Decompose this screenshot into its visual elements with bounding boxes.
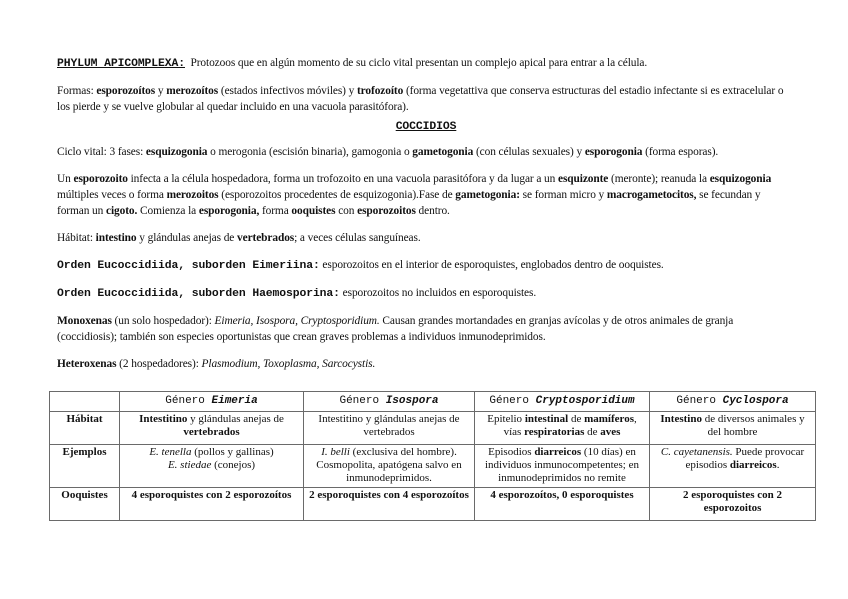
esporozoito-paragraph: Un esporozoito infecta a la célula hospedadora, forma un trofozoito en una vacuola parasitófora y da lugar a un esquizonte (meronte); reanuda la esquizogonia múltiples veces o forma merozoitos (esporozoitos procedentes de esquizogonia).Fase de gametogonia: se forman micro y macrogametocitos, se fecundan y forman un cigoto. Comienza la esporogonia, forma ooquistes con esporozoitos dentro. [57,173,772,217]
genera-table [49,391,816,521]
table-header-row [50,392,816,412]
cell-eimeria-ejemplos: E. tenella (pollos y gallinas) E. stiedae (conejos) [120,445,304,488]
orden-eimeriina-paragraph: Orden Eucoccidiida, suborden Eimeriina: esporozoitos en el interior de esporoquistes, englobados dentro de ooquistes. [57,259,664,272]
cell-crypto-habitat: Epitelio intestinal de mamíferos, vías respiratorias de aves [475,412,650,445]
phylum-title: PHYLUM APICOMPLEXA: [57,58,185,70]
row-label-ejemplos: Ejemplos [50,445,120,488]
cell-isospora-ooquistes: 2 esporoquistes con 4 esporozoítos [304,488,475,521]
orden-haemosporina-paragraph: Orden Eucoccidiida, suborden Haemosporina: esporozoitos no incluidos en esporoquistes. [57,287,537,300]
cell-cyclo-habitat: Intestino de diversos animales y del hombre [650,412,816,445]
document-page [57,55,795,372]
table-corner-cell [50,392,120,412]
row-label-ooquistes: Ooquistes [50,488,120,521]
phylum-intro: Protozoos que en algún momento de su ciclo vital presentan un complejo apical para entrar a la célula. [190,57,648,69]
phylum-paragraph [57,55,795,72]
cell-isospora-habitat: Intestitino y glándulas anejas de vertebrados [304,412,475,445]
coccidios-heading: COCCIDIOS [395,121,457,133]
header-cyclospora: Género Cyclospora [650,392,816,412]
header-isospora: Género Isospora [304,392,475,412]
formas-paragraph: Formas: esporozoítos y merozoítos (estados infectivos móviles) y trofozoíto (forma vegetattiva que conserva estructuras del estadio infectante si es extracelular o los pierde y se vuelve globular al quedar incluido en una vacuola parasitófora). [57,85,784,113]
cell-cyclo-ejemplos: C. cayetanensis. Puede provocar episodios diarreicos. [650,445,816,488]
cell-isospora-ejemplos: I. belli (exclusiva del hombre). Cosmopolita, apatógena salvo en inmunodeprimidos. [304,445,475,488]
cell-eimeria-ooquistes: 4 esporoquistes con 2 esporozoítos [120,488,304,521]
cell-eimeria-habitat: Intestitino y glándulas anejas de vertebrados [120,412,304,445]
header-eimeria: Género Eimeria [120,392,304,412]
habitat-paragraph: Hábitat: intestino y glándulas anejas de vertebrados; a veces células sanguíneas. [57,232,421,244]
cell-crypto-ejemplos: Episodios diarreicos (10 días) en individuos inmunocompetentes; en inmunodeprimidos no remite [475,445,650,488]
ciclo-paragraph: Ciclo vital: 3 fases: esquizogonia o merogonia (escisión binaria), gamogonia o gametogonia (con células sexuales) y esporogonia (forma esporas). [57,146,719,158]
cell-cyclo-ooquistes: 2 esporoquistes con 2 esporozoitos [650,488,816,521]
heteroxenas-paragraph: Heteroxenas (2 hospedadores): Plasmodium, Toxoplasma, Sarcocystis. [57,358,376,370]
row-label-habitat: Hábitat [50,412,120,445]
table-row [50,412,816,445]
header-cryptosporidium: Género Cryptosporidium [475,392,650,412]
table-row [50,488,816,521]
table-row [50,445,816,488]
cell-crypto-ooquistes: 4 esporozoítos, 0 esporoquistes [475,488,650,521]
monoxenas-paragraph: Monoxenas (un solo hospedador): Eimeria, Isospora, Cryptosporidium. Causan grandes mortandades en granjas avícolas y de otros animales de granja (coccidiosis); también son especies oportunistas que crean graves problemas a individuos inmunodeprimidos. [57,315,734,343]
